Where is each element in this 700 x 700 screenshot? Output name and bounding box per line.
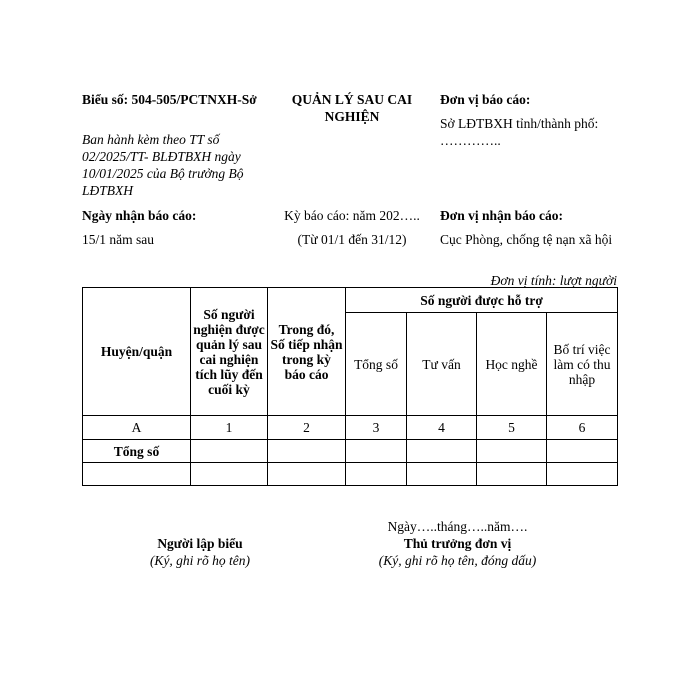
receive-date-label: Ngày nhận báo cáo: [82, 208, 197, 223]
preparer-title: Người lập biểu [157, 536, 243, 551]
header-col-3: Tổng số [346, 313, 407, 416]
header-col-2: Trong đó, Số tiếp nhận trong kỳ báo cáo [268, 288, 346, 416]
table-cell[interactable] [407, 440, 477, 463]
table-cell[interactable] [268, 440, 346, 463]
date-line: Ngày…..tháng…..năm…. [387, 519, 528, 534]
header-col-1: Số người nghiện được quản lý sau cai nghiện tích lũy đến cuối kỳ [191, 288, 268, 416]
index-cell: 3 [346, 416, 407, 440]
table-cell[interactable] [477, 463, 547, 486]
issued-with-note: Ban hành kèm theo TT số 02/2025/TT- BLĐTBXH ngày 10/01/2025 của Bộ trưởng Bộ LĐTBXH [82, 132, 244, 198]
table-cell[interactable] [477, 440, 547, 463]
table-cell[interactable] [191, 463, 268, 486]
total-label: Tổng số [83, 440, 191, 463]
report-table [82, 287, 618, 486]
index-cell: 1 [191, 416, 268, 440]
header-col-4: Tư vấn [407, 313, 477, 416]
table-cell[interactable] [346, 440, 407, 463]
unit-of-measure: Đơn vị tính: lượt người [490, 273, 617, 288]
total-row [83, 440, 618, 463]
head-title: Thủ trưởng đơn vị [403, 536, 512, 551]
index-cell: 6 [547, 416, 618, 440]
table-cell[interactable] [407, 463, 477, 486]
index-cell: A [83, 416, 191, 440]
receiving-unit-value: Cục Phòng, chống tệ nạn xã hội [440, 232, 613, 247]
report-period: Kỳ báo cáo: năm 202….. [284, 208, 420, 223]
receiving-unit-label: Đơn vị nhận báo cáo: [440, 208, 564, 223]
head-note: (Ký, ghi rõ họ tên, đóng dấu) [378, 553, 537, 568]
report-period-range: (Từ 01/1 đến 31/12) [297, 232, 407, 247]
index-row [83, 416, 618, 440]
table-cell[interactable] [191, 440, 268, 463]
header-col-6: Bố trí việc làm có thu nhập [547, 313, 618, 416]
header-district: Huyện/quận [83, 288, 191, 416]
table-cell[interactable] [83, 463, 191, 486]
reporting-unit-label: Đơn vị báo cáo: [440, 92, 531, 107]
index-cell: 5 [477, 416, 547, 440]
table-cell[interactable] [547, 463, 618, 486]
preparer-note: (Ký, ghi rõ họ tên) [149, 553, 251, 568]
receive-date-value: 15/1 năm sau [82, 232, 154, 247]
table-cell[interactable] [547, 440, 618, 463]
page-title: QUẢN LÝ SAU CAI NGHIỆN [291, 92, 413, 124]
table-cell[interactable] [268, 463, 346, 486]
index-cell: 4 [407, 416, 477, 440]
table-row [83, 463, 618, 486]
header-col-5: Học nghề [477, 313, 547, 416]
reporting-unit-value: Sở LĐTBXH tỉnh/thành phố: ………….. [440, 116, 599, 148]
table-cell[interactable] [346, 463, 407, 486]
form-number: Biểu số: 504-505/PCTNXH-Sở [82, 92, 257, 107]
index-cell: 2 [268, 416, 346, 440]
header-group-supported: Số người được hỗ trợ [346, 288, 618, 313]
